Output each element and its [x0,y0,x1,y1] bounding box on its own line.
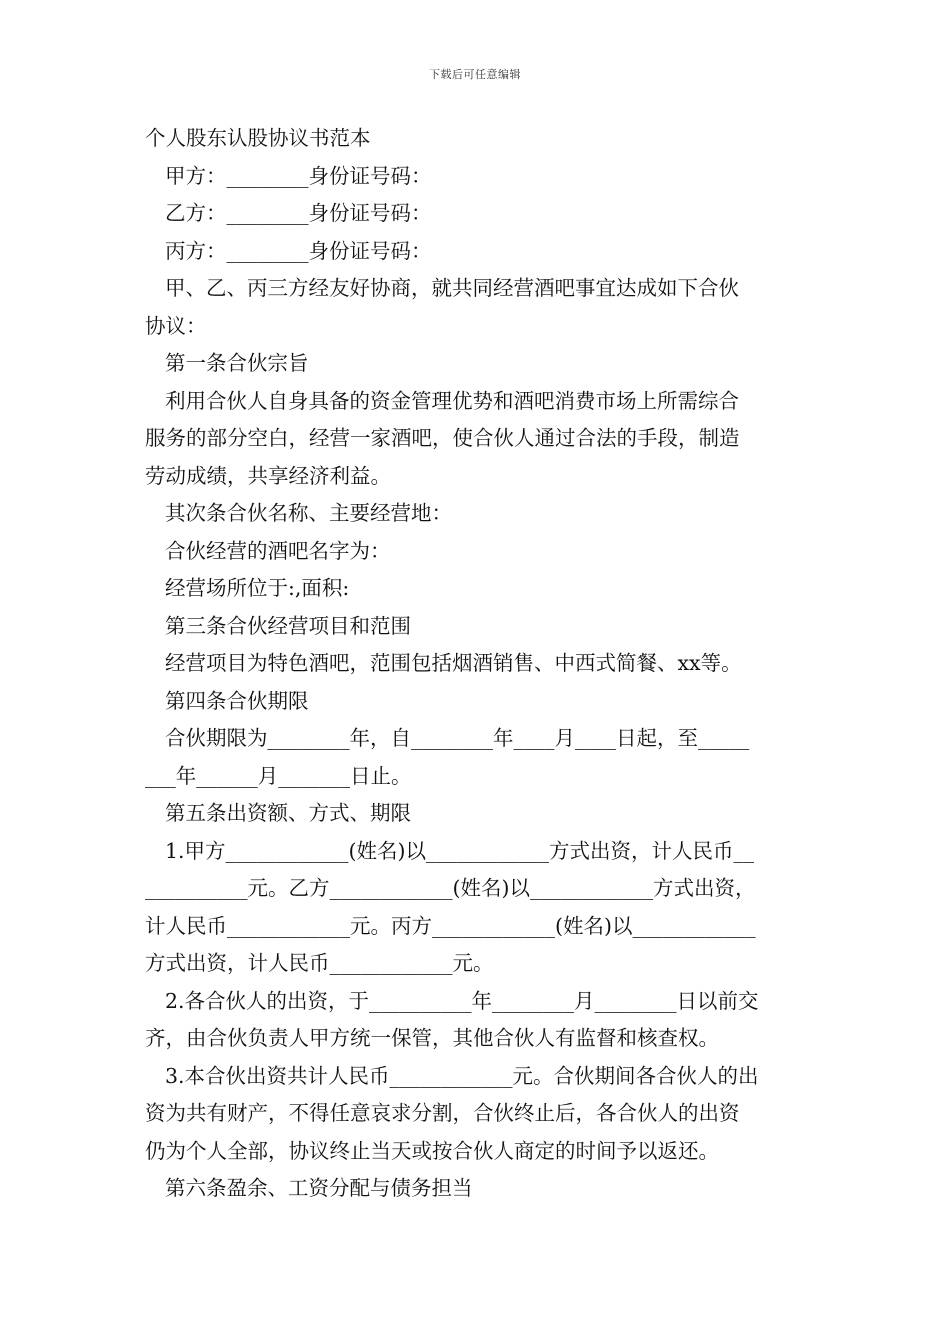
article-1-heading: 第一条合伙宗旨 [165,351,309,375]
article-1-text-line-2: 服务的部分空白，经营一家酒吧，使合伙人通过合法的手段，制造 [145,426,740,450]
article-5-clause-1-line-4: 方式出资，计人民币____________元。 [145,951,494,975]
article-2-bar-name: 合伙经营的酒吧名字为： [165,538,391,563]
document-body [145,120,807,1208]
article-5-heading: 第五条出资额、方式、期限 [165,801,411,825]
article-1-text-line-1: 利用合伙人自身具备的资金管理优势和酒吧消费市场上所需综合 [165,388,739,413]
article-5-clause-1-line-3: 计人民币____________元。丙方____________(姓名)以____________ [145,913,756,938]
article-4-text-line-1: 合伙期限为________年，自________年____月____日起，至_____ [165,726,750,750]
party-b-line: 乙方：________身份证号码： [165,201,432,225]
article-5-clause-3-line-1: 3.本合伙出资共计人民币____________元。合伙期间各合伙人的出 [165,1063,759,1088]
page-header-note: 下载后可任意编辑 [429,68,521,81]
article-5-clause-3-line-2: 资为共有财产，不得任意哀求分割，合伙终止后，各合伙人的出资 [145,1101,740,1125]
article-5-clause-1-line-2: __________元。乙方____________(姓名)以____________方式出资， [145,876,756,900]
party-c-line: 丙方：________身份证号码： [165,238,432,263]
article-4-heading: 第四条合伙期限 [165,688,309,713]
article-2-heading: 其次条合伙名称、主要经营地： [165,501,452,525]
preamble-line-1: 甲、乙、丙三方经友好协商，就共同经营酒吧事宜达成如下合伙 [165,276,739,300]
article-5-clause-2-line-2: 齐，由合伙负责人甲方统一保管，其他合伙人有监督和核查权。 [145,1026,719,1050]
article-3-heading: 第三条合伙经营项目和范围 [165,613,411,638]
document-title: 个人股东认股协议书范本 [145,126,371,150]
article-3-text: 经营项目为特色酒吧，范围包括烟酒销售、中西式简餐、xx等。 [165,651,742,675]
article-5-clause-3-line-3: 仍为个人全部，协议终止当天或按合伙人商定的时间予以返还。 [145,1138,719,1163]
party-a-line: 甲方：________身份证号码： [165,163,432,188]
article-2-location: 经营场所位于:,面积: [165,576,350,600]
article-5-clause-1-line-1: 1.甲方____________(姓名)以____________方式出资，计人民币__ [165,838,755,863]
article-5-clause-2-line-1: 2.各合伙人的出资，于__________年________月________日以前交 [165,988,759,1013]
article-4-text-line-2: ___年______月_______日止。 [145,763,412,788]
preamble-line-2: 协议： [145,313,207,338]
article-6-heading: 第六条盈余、工资分配与债务担当 [165,1176,473,1200]
article-1-text-line-3: 劳动成绩，共享经济利益。 [145,463,391,488]
